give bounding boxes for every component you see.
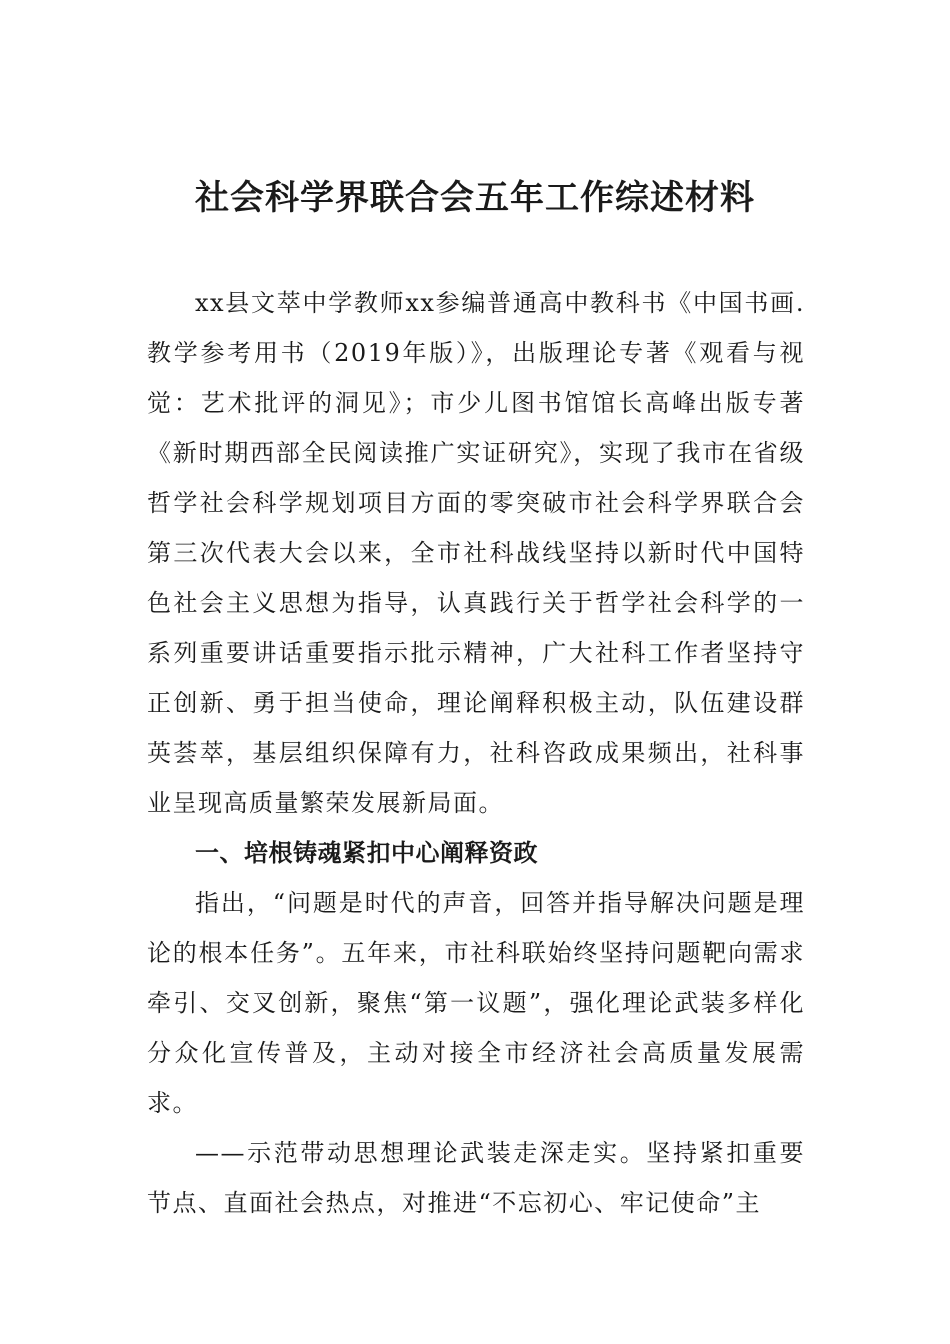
paragraph-section1-1: 指出，“问题是时代的声音，回答并指导解决问题是理论的根本任务”。五年来，市社科联始终坚持问题靶向需求牵引、交叉创新，聚焦“第一议题”，强化理论武装多样化分众化宣传普及，主动对接全市经济社会高质量发展需求。 [147, 889, 805, 1117]
paragraph-intro: xx县文萃中学教师xx参编普通高中教科书《中国书画.教学参考用书（2019年版）》，出版理论专著《观看与视觉：艺术批评的洞见》；市少儿图书馆馆长高峰出版专著《新时期西部全民阅读推广实证研究》，实现了我市在省级哲学社会科学规划项目方面的零突破市社会科学界联合会第三次代表大会以来，全市社科战线坚持以新时代中国特色社会主义思想为指导，认真践行关于哲学社会科学的一系列重要讲话重要指示批示精神，广大社科工作者坚持守正创新、勇于担当使命，理论阐释积极主动，队伍建设群英荟萃，基层组织保障有力，社科咨政成果频出，社科事业呈现高质量繁荣发展新局面。 [147, 289, 805, 817]
section-heading-1: 一、培根铸魂紧扣中心阐释资政 [195, 839, 538, 867]
document-title: 社会科学界联合会五年工作综述材料 [195, 178, 755, 218]
document-body [147, 278, 805, 1228]
paragraph-section1-2: ——示范带动思想理论武装走深走实。坚持紧扣重要节点、直面社会热点，对推进“不忘初心、牢记使命”主 [147, 1139, 805, 1217]
